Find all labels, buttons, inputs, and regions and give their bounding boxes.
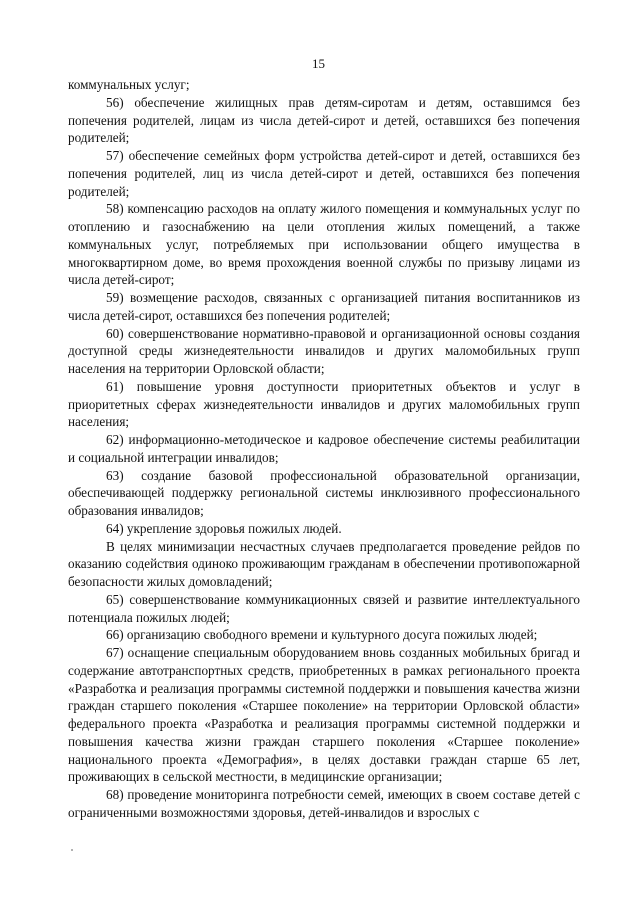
list-item-65: 65) совершенствование коммуникационных связей и развитие интеллектуального потенциала пожилых людей; [68,591,580,625]
paragraph-continuation: коммунальных услуг; [68,77,190,92]
list-item-60: 60) совершенствование нормативно-правовой и организационной основы создания доступной среды жизнедеятельности инвалидов и других маломобильных групп населения на территории Орловской области; [68,325,580,376]
page-number: 15 [312,56,325,71]
list-item-67: 67) оснащение специальным оборудованием вновь созданных мобильных бригад и содержание автотранспортных средств, приобретенных в рамках регионального проекта «Разработка и реализация программы системной поддержки и повышения качества жизни граждан старшего поколения «Старшее поколение» на территории Орловской области» федерального проекта «Разработка и реализация программы системной поддержки и повышения качества жизни граждан старшего поколения «Старшее поколение» национального проекта «Демография», в целях доставки граждан старше 65 лет, проживающих в сельской местности, в медицинские организации; [68,645,580,785]
list-item-58: 58) компенсацию расходов на оплату жилого помещения и коммунальных услуг по отоплению и газоснабжению на цели отопления жилых помещений, а также коммунальных услуг, потребляемых при использовании общего имущества в многоквартирном доме, во время прохождения военной службы по призыву лицами из числа детей-сирот; [68,201,580,288]
scan-speck [71,849,73,851]
list-item-66: 66) организацию свободного времени и культурного досуга пожилых людей; [106,627,538,643]
list-item-59: 59) возмещение расходов, связанных с организацией питания воспитанников из числа детей-сирот, оставшихся без попечения родителей; [68,290,580,323]
document-body [68,76,580,822]
list-item-64: 64) укрепление здоровья пожилых людей. [106,520,342,536]
list-item-68: 68) проведение мониторинга потребности семей, имеющих в своем составе детей с ограниченными возможностями здоровья, детей-инвалидов и взрослых с [68,787,580,820]
list-item-57: 57) обеспечение семейных форм устройства детей-сирот и детей, оставшихся без попечения родителей, лиц из числа детей-сирот и детей, оставшихся без попечения родителей; [68,148,580,199]
list-item-56: 56) обеспечение жилищных прав детям-сиротам и детям, оставшимся без попечения родителей, лицам из числа детей-сирот и детей, оставшихся без попечения родителей; [68,94,580,146]
list-item-61: 61) повышение уровня доступности приоритетных объектов и услуг в приоритетных сферах жизнедеятельности инвалидов и других маломобильных групп населения; [68,378,580,430]
paragraph-accident-prevention: В целях минимизации несчастных случаев предполагается проведение рейдов по оказанию содействия одиноко проживающим гражданам в обеспечении противопожарной безопасности жилых домовладений; [68,538,580,589]
list-item-63: 63) создание базовой профессиональной образовательной организации, обеспечивающей поддержку региональной системы инклюзивного профессионального образования инвалидов; [68,467,580,518]
list-item-62: 62) информационно-методическое и кадровое обеспечение системы реабилитации и социальной интеграции инвалидов; [68,432,580,465]
